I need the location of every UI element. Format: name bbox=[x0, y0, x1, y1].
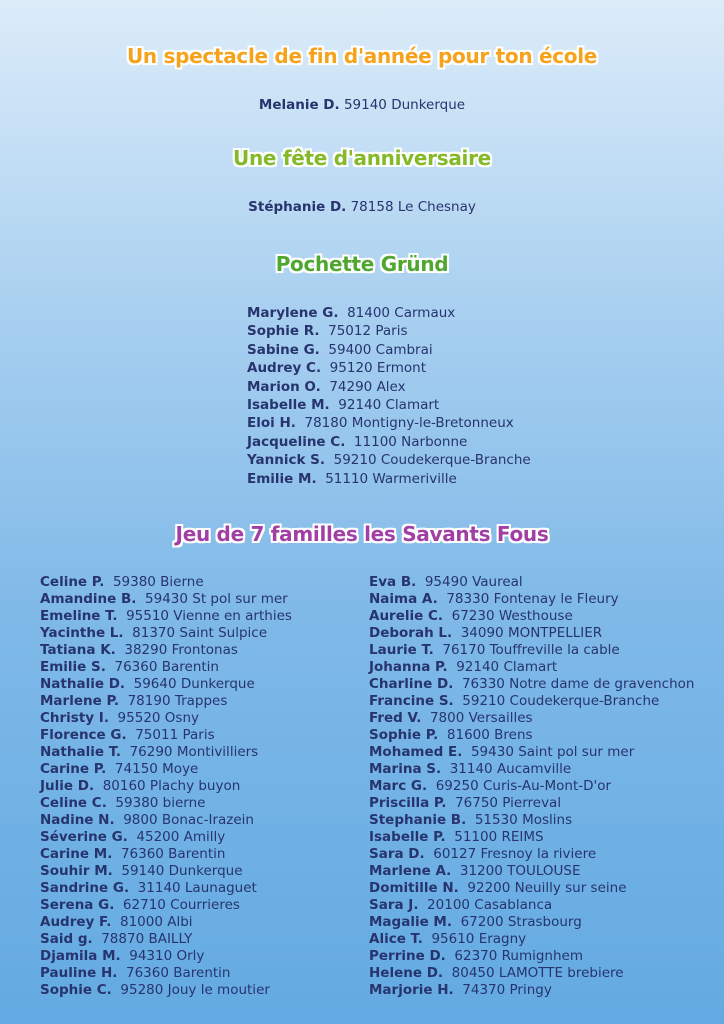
winner-row bbox=[247, 304, 531, 322]
winner-name: Isabelle P. bbox=[369, 829, 446, 845]
winner-row bbox=[40, 608, 292, 625]
winner-name: Johanna P. bbox=[369, 659, 448, 675]
winner-row bbox=[40, 574, 292, 591]
winner-location: 51110 Warmeriville bbox=[325, 470, 457, 487]
winner-location: 67230 Westhouse bbox=[451, 608, 573, 624]
winner-name: Julie D. bbox=[40, 778, 95, 794]
winner-name: Eva B. bbox=[369, 574, 417, 590]
winner-row bbox=[247, 341, 531, 359]
winner-row bbox=[369, 659, 694, 676]
winner-row bbox=[369, 948, 694, 965]
winner-row bbox=[40, 727, 292, 744]
winner-row bbox=[247, 433, 531, 451]
winner-name: Yannick S. bbox=[247, 452, 326, 469]
winner-location: 76330 Notre dame de gravenchon bbox=[461, 676, 695, 692]
winner-row bbox=[369, 846, 694, 863]
winner-row bbox=[40, 880, 292, 897]
winner-row bbox=[40, 948, 292, 965]
winner-name: Stéphanie D. bbox=[248, 199, 347, 215]
winner-name: Laurie T. bbox=[369, 642, 434, 658]
winner-location: 78158 Le Chesnay bbox=[350, 199, 476, 215]
winner-location: 80450 LAMOTTE brebiere bbox=[451, 965, 624, 981]
winner-location: 38290 Frontonas bbox=[124, 642, 238, 658]
winner-location: 31140 Aucamville bbox=[449, 761, 572, 777]
winner-name: Marjorie H. bbox=[369, 982, 454, 998]
winner-anniversaire bbox=[0, 199, 724, 216]
winner-location: 80160 Plachy buyon bbox=[102, 778, 241, 794]
pochette-winners-list bbox=[247, 304, 531, 488]
winner-location: 76170 Touffreville la cable bbox=[442, 642, 620, 658]
winner-name: Marion O. bbox=[247, 378, 321, 395]
winner-name: Christy I. bbox=[40, 710, 109, 726]
winner-row bbox=[247, 470, 531, 488]
winner-location: 76290 Montivilliers bbox=[129, 744, 259, 760]
section-title-anniversaire: Une fête d'anniversaire bbox=[233, 146, 491, 170]
winner-location: 60127 Fresnoy la riviere bbox=[433, 846, 597, 862]
winner-name: Séverine G. bbox=[40, 829, 128, 845]
winner-row bbox=[40, 897, 292, 914]
winner-location: 51100 REIMS bbox=[454, 829, 544, 845]
winner-location: 59210 Coudekerque-Branche bbox=[462, 693, 660, 709]
winner-location: 11100 Narbonne bbox=[353, 433, 468, 450]
section-title-jeu: Jeu de 7 familles les Savants Fous bbox=[175, 522, 549, 546]
winner-row bbox=[40, 659, 292, 676]
winner-name: Pauline H. bbox=[40, 965, 118, 981]
winner-location: 45200 Amilly bbox=[136, 829, 226, 845]
section-title-spectacle: Un spectacle de fin d'année pour ton école bbox=[126, 44, 598, 68]
winner-name: Sophie R. bbox=[247, 323, 320, 340]
winner-name: Nadine N. bbox=[40, 812, 115, 828]
winner-location: 9800 Bonac-Irazein bbox=[123, 812, 254, 828]
winner-row bbox=[369, 795, 694, 812]
winner-location: 95490 Vaureal bbox=[424, 574, 523, 590]
winner-name: Isabelle M. bbox=[247, 396, 330, 413]
winner-row bbox=[40, 863, 292, 880]
winner-location: 20100 Casablanca bbox=[427, 897, 553, 913]
winner-name: Charline D. bbox=[369, 676, 454, 692]
winner-location: 62370 Rumignhem bbox=[454, 948, 583, 964]
winner-name: Melanie D. bbox=[258, 97, 340, 113]
winner-name: Carine P. bbox=[40, 761, 107, 777]
winner-row bbox=[40, 829, 292, 846]
winner-location: 78330 Fontenay le Fleury bbox=[446, 591, 619, 607]
winner-location: 34090 MONTPELLIER bbox=[460, 625, 603, 641]
winner-row bbox=[369, 914, 694, 931]
winner-row bbox=[247, 359, 531, 377]
section-title-pochette: Pochette Gründ bbox=[275, 252, 449, 276]
winner-name: Said g. bbox=[40, 931, 93, 947]
winner-name: Mohamed E. bbox=[369, 744, 463, 760]
winner-name: Marlene A. bbox=[369, 863, 452, 879]
winner-name: Marc G. bbox=[369, 778, 428, 794]
winner-name: Marlene P. bbox=[40, 693, 119, 709]
winner-location: 95520 Osny bbox=[117, 710, 199, 726]
winner-name: Deborah L. bbox=[369, 625, 453, 641]
winner-location: 74370 Pringy bbox=[462, 982, 552, 998]
winner-location: 62710 Courrieres bbox=[122, 897, 240, 913]
winner-row bbox=[40, 744, 292, 761]
winner-location: 92140 Clamart bbox=[338, 396, 440, 413]
winner-row bbox=[247, 322, 531, 340]
winner-name: Tatiana K. bbox=[40, 642, 116, 658]
winner-name: Emeline T. bbox=[40, 608, 118, 624]
winner-location: 81400 Carmaux bbox=[347, 305, 456, 321]
winner-location: 69250 Curis-Au-Mont-D'or bbox=[435, 778, 612, 794]
winner-location: 59640 Dunkerque bbox=[133, 676, 255, 692]
winner-location: 75012 Paris bbox=[328, 323, 408, 340]
winner-location: 76360 Barentin bbox=[126, 965, 231, 981]
winner-name: Carine M. bbox=[40, 846, 113, 862]
winner-row bbox=[369, 625, 694, 642]
winner-name: Perrine D. bbox=[369, 948, 446, 964]
winner-location: 81000 Albi bbox=[120, 914, 193, 930]
winner-row bbox=[369, 812, 694, 829]
winner-location: 51530 Moslins bbox=[474, 812, 573, 828]
winner-row bbox=[369, 880, 694, 897]
winner-location: 74150 Moye bbox=[114, 761, 199, 777]
winner-row bbox=[369, 608, 694, 625]
winner-row bbox=[369, 574, 694, 591]
winner-row bbox=[40, 778, 292, 795]
winner-location: 76360 Barentin bbox=[120, 846, 226, 862]
winner-row bbox=[40, 795, 292, 812]
winner-name: Naima A. bbox=[369, 591, 438, 607]
winner-row bbox=[369, 761, 694, 778]
winner-name: Celine C. bbox=[40, 795, 107, 811]
winner-row bbox=[369, 863, 694, 880]
winner-name: Priscilla P. bbox=[369, 795, 447, 811]
winner-row bbox=[40, 812, 292, 829]
winner-row bbox=[369, 642, 694, 659]
winner-name: Domitille N. bbox=[369, 880, 459, 896]
winner-location: 78180 Montigny-le-Bretonneux bbox=[304, 415, 514, 432]
winner-name: Audrey C. bbox=[247, 360, 322, 377]
winner-location: 74290 Alex bbox=[329, 378, 406, 395]
winner-row bbox=[369, 744, 694, 761]
winner-name: Audrey F. bbox=[40, 914, 112, 930]
winner-row bbox=[40, 676, 292, 693]
winner-name: Sophie C. bbox=[40, 982, 112, 998]
winner-row bbox=[369, 965, 694, 982]
winner-location: 92200 Neuilly sur seine bbox=[467, 880, 627, 896]
winner-name: Sophie P. bbox=[369, 727, 439, 743]
winner-location: 59400 Cambrai bbox=[328, 341, 433, 358]
winner-location: 59210 Coudekerque-Branche bbox=[333, 452, 531, 469]
winner-location: 95510 Vienne en arthies bbox=[126, 608, 292, 624]
winner-row bbox=[369, 727, 694, 744]
winner-row bbox=[247, 414, 531, 432]
winner-name: Souhir M. bbox=[40, 863, 113, 879]
winner-row bbox=[369, 829, 694, 846]
winner-row bbox=[369, 591, 694, 608]
winner-name: Nathalie D. bbox=[40, 676, 126, 692]
winner-location: 76360 Barentin bbox=[114, 659, 219, 675]
winner-name: Magalie M. bbox=[369, 914, 452, 930]
winner-location: 95610 Eragny bbox=[431, 931, 527, 947]
winner-location: 59430 Saint pol sur mer bbox=[470, 744, 635, 760]
winner-name: Marylene G. bbox=[247, 305, 339, 321]
winner-row bbox=[40, 693, 292, 710]
winner-row bbox=[40, 710, 292, 727]
winner-name: Fred V. bbox=[369, 710, 422, 726]
winner-name: Florence G. bbox=[40, 727, 127, 743]
winner-location: 92140 Clamart bbox=[456, 659, 558, 675]
winner-row bbox=[369, 931, 694, 948]
winner-row bbox=[40, 625, 292, 642]
winner-name: Nathalie T. bbox=[40, 744, 121, 760]
winner-row bbox=[369, 778, 694, 795]
winner-location: 59430 St pol sur mer bbox=[145, 591, 288, 607]
winner-row bbox=[369, 693, 694, 710]
winner-row bbox=[40, 761, 292, 778]
winner-row bbox=[40, 931, 292, 948]
winner-row bbox=[369, 982, 694, 999]
winner-row bbox=[247, 396, 531, 414]
winner-location: 59140 Dunkerque bbox=[343, 97, 466, 113]
winner-name: Emilie M. bbox=[247, 470, 317, 487]
winner-location: 7800 Versailles bbox=[429, 710, 533, 726]
winner-row bbox=[40, 965, 292, 982]
winner-location: 59140 Dunkerque bbox=[121, 863, 243, 879]
winner-name: Emilie S. bbox=[40, 659, 106, 675]
winner-row bbox=[40, 591, 292, 608]
winner-row bbox=[247, 378, 531, 396]
winner-name: Celine P. bbox=[40, 574, 105, 590]
winner-location: 59380 Bierne bbox=[112, 574, 204, 590]
winner-name: Sandrine G. bbox=[40, 880, 130, 896]
winner-name: Aurelie C. bbox=[369, 608, 444, 624]
winner-location: 78870 BAILLY bbox=[101, 931, 193, 947]
winner-location: 81370 Saint Sulpice bbox=[132, 625, 268, 641]
winner-location: 94310 Orly bbox=[129, 948, 205, 964]
winner-name: Jacqueline C. bbox=[247, 433, 346, 450]
winner-row bbox=[40, 982, 292, 999]
winner-location: 59380 bierne bbox=[115, 795, 206, 811]
winner-location: 31140 Launaguet bbox=[137, 880, 257, 896]
winner-row bbox=[40, 642, 292, 659]
winner-name: Eloi H. bbox=[247, 415, 296, 432]
winner-location: 81600 Brens bbox=[446, 727, 533, 743]
winner-name: Francine S. bbox=[369, 693, 454, 709]
winner-name: Djamila M. bbox=[40, 948, 121, 964]
winner-name: Yacinthe L. bbox=[40, 625, 124, 641]
winner-name: Amandine B. bbox=[40, 591, 137, 607]
winner-name: Sabine G. bbox=[247, 341, 320, 358]
winner-location: 95120 Ermont bbox=[329, 360, 427, 377]
jeu-winners-list-right bbox=[369, 574, 694, 999]
winner-row bbox=[40, 914, 292, 931]
winner-row bbox=[369, 676, 694, 693]
jeu-winners-list-left bbox=[40, 574, 292, 999]
winner-row bbox=[247, 451, 531, 469]
winner-location: 76750 Pierreval bbox=[455, 795, 562, 811]
winner-location: 31200 TOULOUSE bbox=[459, 863, 581, 879]
winner-location: 78190 Trappes bbox=[127, 693, 228, 709]
winner-location: 75011 Paris bbox=[135, 727, 215, 743]
winner-row bbox=[369, 897, 694, 914]
winner-name: Alice T. bbox=[369, 931, 423, 947]
winner-location: 67200 Strasbourg bbox=[460, 914, 582, 930]
winner-name: Sara D. bbox=[369, 846, 425, 862]
winner-row bbox=[40, 846, 292, 863]
winner-spectacle bbox=[0, 97, 724, 114]
winner-name: Serena G. bbox=[40, 897, 115, 913]
winner-name: Marina S. bbox=[369, 761, 442, 777]
winner-row bbox=[369, 710, 694, 727]
winner-name: Stephanie B. bbox=[369, 812, 467, 828]
winner-name: Sara J. bbox=[369, 897, 419, 913]
winner-name: Helene D. bbox=[369, 965, 444, 981]
winner-location: 95280 Jouy le moutier bbox=[120, 982, 270, 998]
